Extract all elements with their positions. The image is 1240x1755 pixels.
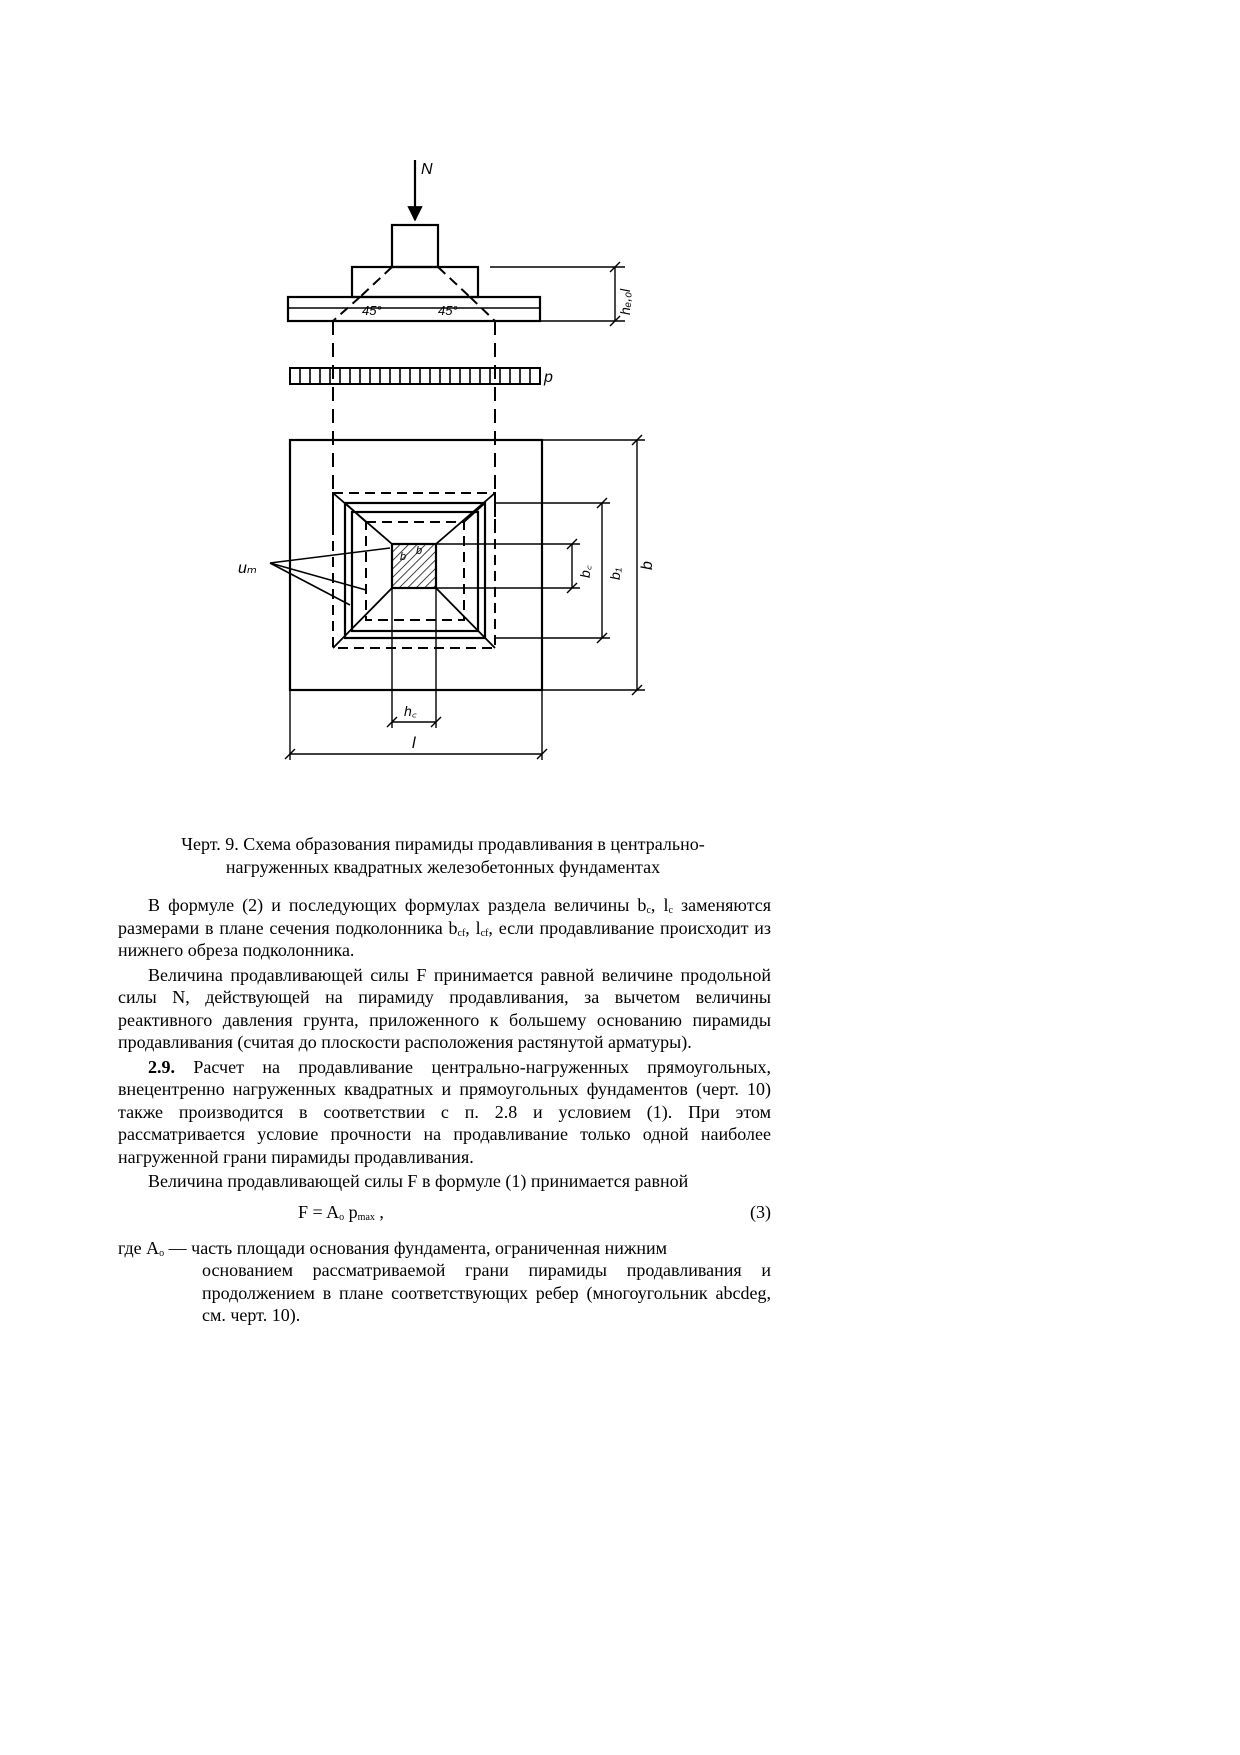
paragraph-1: [118, 894, 771, 962]
caption-line-2: нагруженных квадратных железобетонных фундаментах: [225, 857, 661, 877]
p1-sub: c: [668, 905, 673, 916]
where-part: — часть площади основания фундамента, ограниченная нижним: [164, 1237, 668, 1258]
formula-part: ,: [374, 1201, 384, 1222]
p1-part: , l: [465, 917, 481, 938]
label-b0-a: b: [400, 551, 407, 563]
paragraph-3: [118, 1056, 771, 1169]
body-text: [118, 894, 771, 1327]
formula-number: (3): [750, 1201, 771, 1222]
diagram-svg: [200, 150, 680, 830]
label-hcol: hₑ,₀l: [617, 288, 633, 315]
p1-part: заменяются размерами в плане сечения подколонника b: [118, 895, 771, 938]
label-angle-right: 45°: [438, 303, 458, 318]
formula-sub: max: [357, 1211, 375, 1223]
label-bc: b꜀: [577, 565, 593, 578]
label-b1: b₁: [607, 567, 623, 580]
p1-part: В формуле (2) и последующих формулах раздела величины b: [148, 895, 647, 915]
foundation-punching-diagram: [200, 150, 680, 830]
foundation-slab: [288, 297, 540, 321]
column: [392, 225, 438, 267]
pedestal: [352, 267, 478, 297]
where-first-line: [118, 1237, 771, 1260]
label-b0-b: b: [416, 545, 423, 557]
formula-sub: o: [339, 1211, 345, 1223]
p1-part: , l: [650, 895, 669, 915]
p1-sub: c: [646, 905, 651, 916]
caption-line-1: Черт. 9. Схема образования пирамиды продавливания в центрально-: [181, 834, 705, 854]
soil-pressure-diagram: [290, 368, 540, 384]
label-b: b: [639, 561, 656, 570]
where-sub: o: [159, 1247, 165, 1259]
p1-sub: cf: [457, 927, 466, 939]
formula-row: [118, 1195, 771, 1229]
p3-text: Расчет на продавливание центрально-нагруженных прямоугольных, внецентренно нагруженных квадратных и прямоугольных фундаментов (черт. 10) также производится в соответствии с п. 2.8 и условием (1). При этом рассматривается условие прочности на продавливание только одной наиболее нагруженной грани пирамиды продавливания.: [118, 1056, 771, 1167]
section-number: 2.9.: [148, 1056, 175, 1077]
formula-part: F = A: [298, 1201, 340, 1222]
label-N: N: [421, 161, 433, 178]
where-continuation: основанием рассматриваемой грани пирамиды продавливания и продолжением в плане соответствующих ребер (многоугольник abcdeg, см. черт. 10).: [202, 1260, 771, 1325]
label-hc: h꜀: [404, 703, 417, 719]
p1-part: , если продавливание происходит из нижнего обреза подколонника.: [118, 917, 771, 960]
p1-sub: cf: [480, 927, 489, 939]
figure-caption: [118, 833, 768, 879]
formula-part: p: [344, 1201, 358, 1222]
formula: [298, 1201, 384, 1224]
paragraph-2: Величина продавливающей силы F принимается равной величине продольной силы N, действующей на пирамиду продавливания, за вычетом величины реактивного давления грунта, приложенного к большему основанию пирамиды продавливания (считая до плоскости расположения растянутой арматуры).: [118, 964, 771, 1052]
label-um: uₘ: [238, 560, 257, 577]
paragraph-4: Величина продавливающей силы F в формуле (1) принимается равной: [148, 1171, 689, 1191]
where-clause: [118, 1237, 771, 1327]
label-p: p: [544, 369, 553, 386]
label-angle-left: 45°: [362, 303, 382, 318]
where-part: где A: [118, 1237, 160, 1258]
label-l: l: [412, 735, 416, 752]
column-plan: [392, 544, 436, 588]
